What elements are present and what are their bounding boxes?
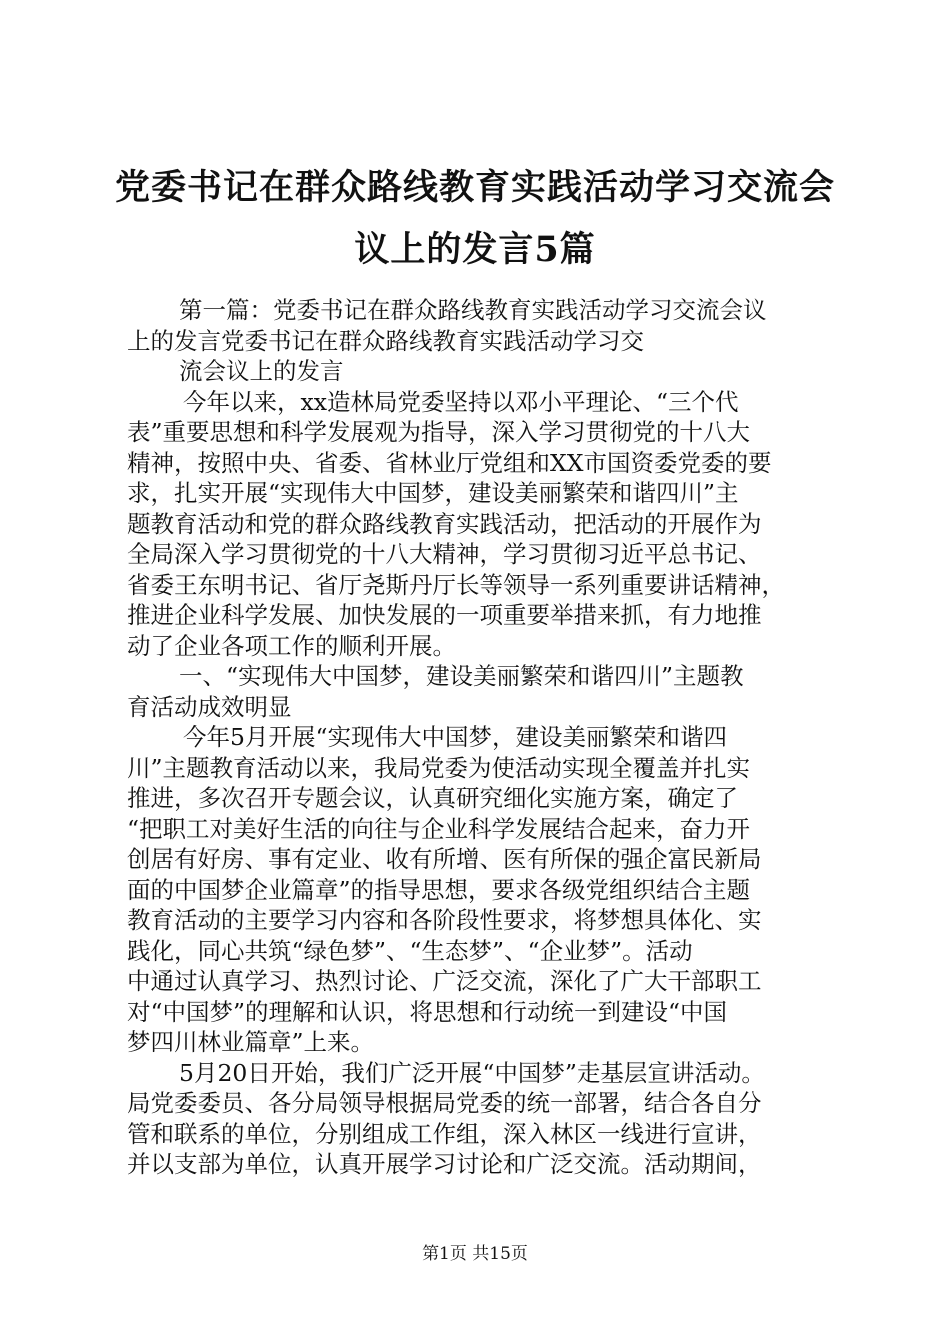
body-line: 推进，多次召开专题会议，认真研究细化实施方案，确定了 bbox=[127, 784, 738, 812]
body-line: 精神，按照中央、省委、省林业厅党组和XX市国资委党委的要 bbox=[127, 448, 772, 477]
body-line: 局党委委员、各分局领导根据局党委的统一部署，结合各自分 bbox=[127, 1089, 762, 1117]
body-line: 管和联系的单位，分别组成工作组，深入林区一线进行宣讲， bbox=[127, 1119, 762, 1148]
document-title-line2: 议上的发言5篇 bbox=[354, 229, 596, 270]
document-body bbox=[127, 295, 842, 1180]
body-line: 上的发言党委书记在群众路线教育实践活动学习交 bbox=[127, 326, 644, 355]
body-line: 并以支部为单位，认真开展学习讨论和广泛交流。活动期间， bbox=[127, 1150, 762, 1178]
body-line: 今年5月开展“实现伟大中国梦，建设美丽繁荣和谐四 bbox=[183, 723, 727, 751]
body-line: 第一篇：党委书记在群众路线教育实践活动学习交流会议 bbox=[179, 296, 767, 324]
body-line: 川”主题教育活动以来，我局党委为使活动实现全覆盖并扎实 bbox=[127, 753, 751, 782]
body-line: 中通过认真学习、热烈讨论、广泛交流，深化了广大干部职工 bbox=[127, 967, 762, 995]
body-line: 求，扎实开展“实现伟大中国梦，建设美丽繁荣和谐四川”主 bbox=[127, 479, 739, 507]
body-line: 育活动成效明显 bbox=[127, 692, 292, 721]
document-title-line1: 党委书记在群众路线教育实践活动学习交流会 bbox=[114, 167, 835, 208]
body-line: 教育活动的主要学习内容和各阶段性要求，将梦想具体化、实 bbox=[127, 906, 762, 934]
body-line: 题教育活动和党的群众路线教育实践活动，把活动的开展作为 bbox=[127, 509, 762, 538]
body-line: 5月20日开始，我们广泛开展“中国梦”走基层宣讲活动。 bbox=[179, 1058, 765, 1087]
body-line: 一、“实现伟大中国梦，建设美丽繁荣和谐四川”主题教 bbox=[179, 662, 744, 690]
body-line: 践化，同心共筑“绿色梦”、“生态梦”、“企业梦”。活动 bbox=[127, 936, 693, 965]
body-line: 全局深入学习贯彻党的十八大精神，学习贯彻习近平总书记、 bbox=[127, 540, 762, 568]
page-footer: 第1页 共15页 bbox=[422, 1244, 528, 1264]
body-line: 创居有好房、事有定业、收有所增、医有所保的强企富民新局 bbox=[127, 845, 762, 873]
body-line: “把职工对美好生活的向往与企业科学发展结合起来，奋力开 bbox=[127, 814, 751, 843]
body-line: 推进企业科学发展、加快发展的一项重要举措来抓，有力地推 bbox=[127, 601, 762, 629]
body-line: 流会议上的发言 bbox=[179, 357, 344, 385]
body-line: 表”重要思想和科学发展观为指导，深入学习贯彻党的十八大 bbox=[127, 418, 751, 446]
body-line: 省委王东明书记、省厅尧斯丹厅长等领导一系列重要讲话精神， bbox=[127, 570, 785, 599]
body-line: 对“中国梦”的理解和认识，将思想和行动统一到建设“中国 bbox=[127, 997, 728, 1026]
body-line: 今年以来，xx造林局党委坚持以邓小平理论、“三个代 bbox=[183, 387, 739, 416]
body-line: 面的中国梦企业篇章”的指导思想，要求各级党组织结合主题 bbox=[127, 875, 751, 904]
body-line: 梦四川林业篇章”上来。 bbox=[127, 1028, 375, 1056]
body-line: 动了企业各项工作的顺利开展。 bbox=[127, 631, 456, 660]
